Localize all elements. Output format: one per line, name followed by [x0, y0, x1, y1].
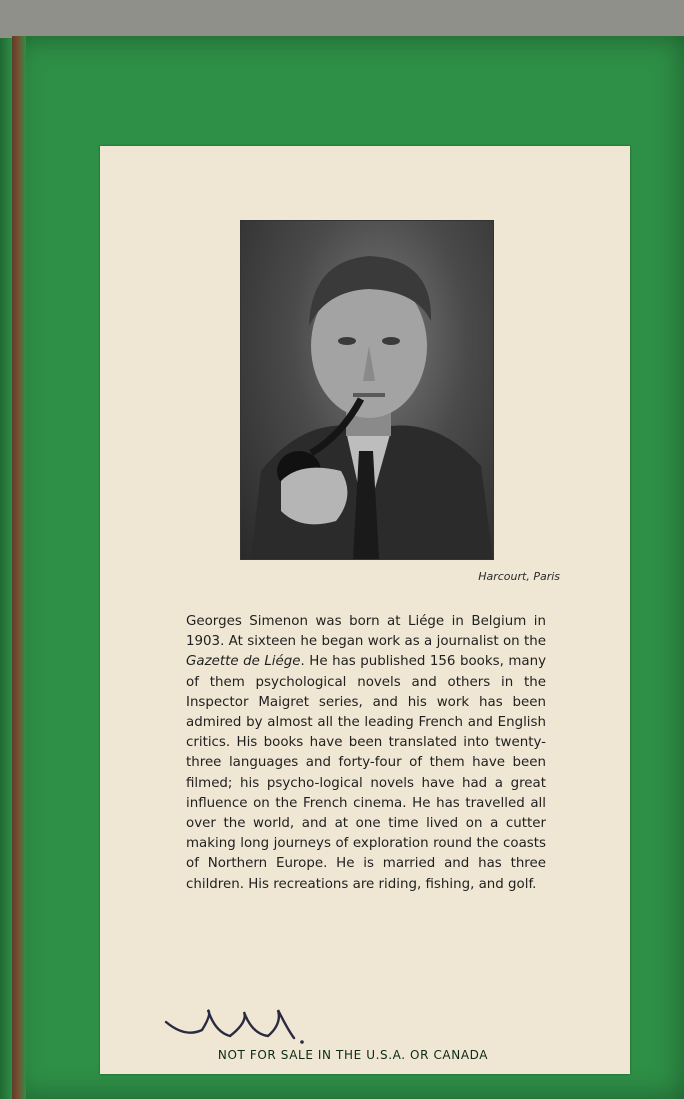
author-biography — [186, 612, 546, 895]
sale-restriction-notice: NOT FOR SALE IN THE U.S.A. OR CANADA — [217, 1048, 489, 1062]
bio-publication-title: Gazette de Liége — [186, 654, 301, 670]
author-portrait-image — [241, 221, 493, 559]
back-cover — [12, 36, 684, 1099]
photo-credit: Harcourt, Paris — [478, 570, 560, 583]
bio-text-part-2: . He has published 156 books, many of them psychological novels and others in the Inspector Maigret series, and his work has been admired by almost all the leading French and English critics. His books have been translated into twenty-three languages and forty-four of them have been filmed; his psycho-logical novels have had a great influence on the French cinema. He has travelled all over the world, and at one time lived on a cutter making long journeys of exploration round the coasts of Northern Europe. He is married and has three children. His recreations are riding, fishing, and golf. — [186, 654, 546, 892]
author-signature-image — [160, 992, 320, 1052]
spine-edge — [0, 38, 12, 1099]
author-photo — [240, 220, 494, 560]
cream-panel — [100, 146, 630, 1074]
bio-text-part-1: Georges Simenon was born at Liége in Belgium in 1903. At sixteen he began work as a journalist on the — [186, 614, 546, 650]
